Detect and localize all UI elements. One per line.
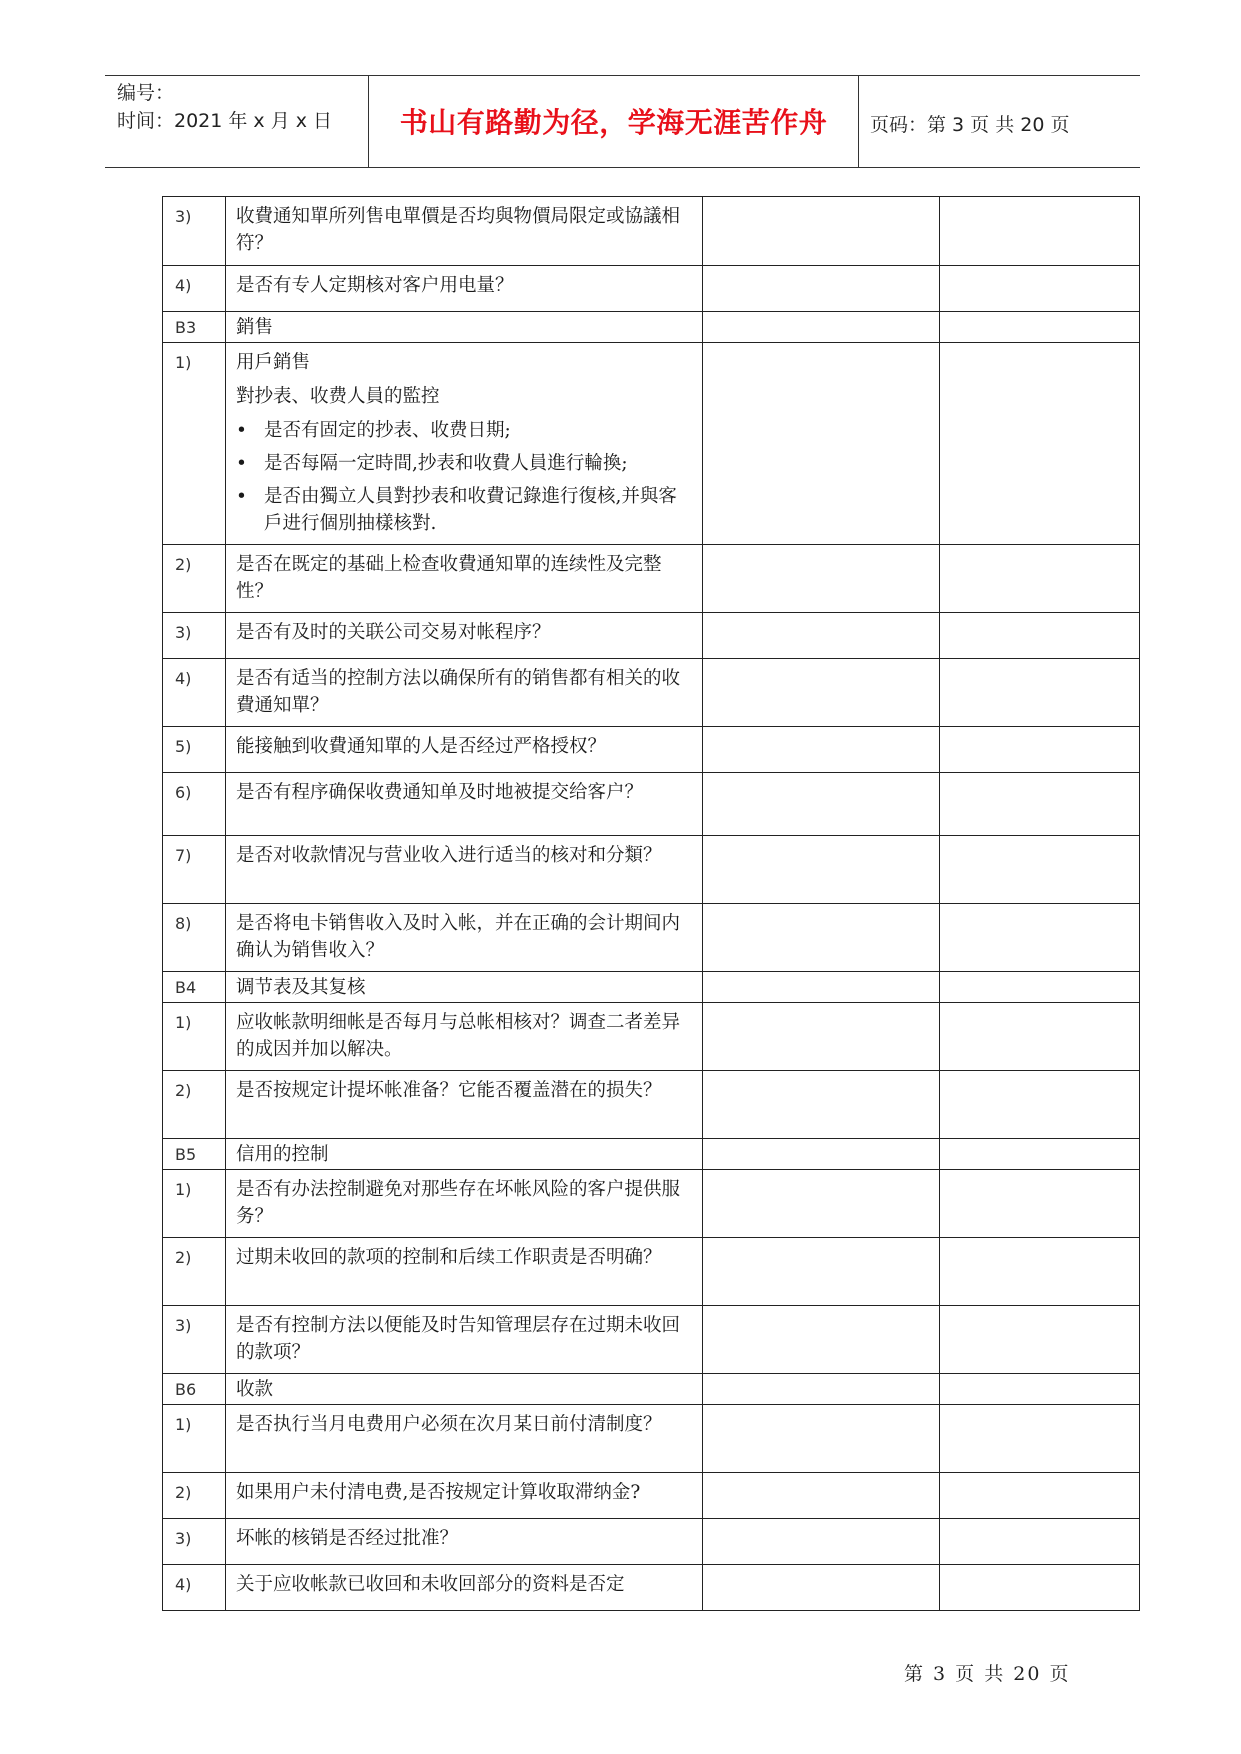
item-question: 是否将电卡销售收入及时入帐，并在正确的会计期间内确认为销售收入？: [226, 904, 703, 972]
table-row: [163, 1306, 1140, 1374]
item-number: 1): [163, 1003, 226, 1071]
remark-cell: [940, 1139, 1140, 1170]
answer-cell: [703, 266, 940, 312]
bullet-text: 是否每隔一定時間,抄表和收費人員進行輪換;: [264, 453, 628, 474]
item-number: 1): [163, 343, 226, 545]
section-row: [163, 1139, 1140, 1170]
table-row: [163, 1405, 1140, 1473]
answer-cell: [703, 972, 940, 1003]
remark-cell: [940, 773, 1140, 836]
item-question: 是否有办法控制避免对那些存在坏帐风险的客户提供服务？: [226, 1170, 703, 1238]
remark-cell: [940, 1238, 1140, 1306]
item-number: 2): [163, 1238, 226, 1306]
answer-cell: [703, 773, 940, 836]
header-meta: [117, 79, 332, 135]
answer-cell: [703, 1565, 940, 1611]
item-question: 是否按规定计提坏帐准备？它能否覆盖潜在的损失？: [226, 1071, 703, 1139]
table-row: [163, 1519, 1140, 1565]
item-number: 4): [163, 659, 226, 727]
item-number: 3): [163, 197, 226, 266]
header-top-rule: [105, 75, 1140, 76]
answer-cell: [703, 312, 940, 343]
remark-cell: [940, 613, 1140, 659]
item-question: 是否有程序确保收费通知单及时地被提交给客户？: [226, 773, 703, 836]
header-bottom-rule: [105, 167, 1140, 168]
bullet-icon: •: [236, 453, 247, 474]
table-row: [163, 545, 1140, 613]
remark-cell: [940, 1306, 1140, 1374]
item-number: 4): [163, 1565, 226, 1611]
section-code: B5: [163, 1139, 226, 1170]
bullet-item: [236, 417, 692, 444]
item-number: 2): [163, 1473, 226, 1519]
item-question: [226, 343, 703, 545]
table-row: [163, 1071, 1140, 1139]
remark-cell: [940, 1170, 1140, 1238]
table-row: [163, 773, 1140, 836]
item-question: 是否有专人定期核对客户用电量？: [226, 266, 703, 312]
section-row: [163, 972, 1140, 1003]
answer-cell: [703, 904, 940, 972]
answer-cell: [703, 1139, 940, 1170]
answer-cell: [703, 197, 940, 266]
answer-cell: [703, 1238, 940, 1306]
answer-cell: [703, 1405, 940, 1473]
header-slogan: 书山有路勤为径，学海无涯苦作舟: [399, 106, 828, 139]
section-row: [163, 1374, 1140, 1405]
remark-cell: [940, 836, 1140, 904]
item-question: 应收帐款明细帐是否每月与总帐相核对？调查二者差异的成因并加以解决。: [226, 1003, 703, 1071]
answer-cell: [703, 1170, 940, 1238]
checklist-table: [162, 196, 1140, 1611]
table-row: [163, 836, 1140, 904]
answer-cell: [703, 613, 940, 659]
answer-cell: [703, 1003, 940, 1071]
remark-cell: [940, 545, 1140, 613]
table-row: [163, 904, 1140, 972]
bullet-text: 是否由獨立人員對抄表和收費记錄進行復核,并與客戶进行個別抽樣核對.: [264, 486, 677, 534]
section-code: B3: [163, 312, 226, 343]
answer-cell: [703, 1374, 940, 1405]
item-question: 过期未收回的款项的控制和后续工作职责是否明确？: [226, 1238, 703, 1306]
section-title: 銷售: [226, 312, 703, 343]
bullet-item: [236, 450, 692, 477]
remark-cell: [940, 1374, 1140, 1405]
table-row: [163, 1473, 1140, 1519]
answer-cell: [703, 545, 940, 613]
remark-cell: [940, 972, 1140, 1003]
table-row: [163, 1238, 1140, 1306]
remark-cell: [940, 727, 1140, 773]
answer-cell: [703, 727, 940, 773]
remark-cell: [940, 197, 1140, 266]
table-row: [163, 197, 1140, 266]
answer-cell: [703, 1306, 940, 1374]
section-code: B6: [163, 1374, 226, 1405]
header-page-info: 页码：第 3 页 共 20 页: [870, 114, 1070, 136]
item-number: 3): [163, 613, 226, 659]
remark-cell: [940, 1003, 1140, 1071]
time-label: 时间：2021 年 x 月 x 日: [117, 110, 333, 132]
table-row: [163, 613, 1140, 659]
answer-cell: [703, 343, 940, 545]
code-label: 编号：: [117, 82, 175, 104]
item-question: 坏帐的核销是否经过批准？: [226, 1519, 703, 1565]
bullet-icon: •: [236, 420, 247, 441]
remark-cell: [940, 1565, 1140, 1611]
table-row: [163, 266, 1140, 312]
remark-cell: [940, 1473, 1140, 1519]
item-number: 4): [163, 266, 226, 312]
item-number: 2): [163, 545, 226, 613]
section-title: 收款: [226, 1374, 703, 1405]
section-code: B4: [163, 972, 226, 1003]
item-number: 2): [163, 1071, 226, 1139]
item-question: 如果用户未付清电费,是否按规定计算收取滞纳金?: [226, 1473, 703, 1519]
item-number: 5): [163, 727, 226, 773]
item-subtitle: 用戶銷售: [236, 352, 311, 373]
bullet-text: 是否有固定的抄表、收费日期;: [264, 420, 511, 441]
item-number: 8): [163, 904, 226, 972]
remark-cell: [940, 1519, 1140, 1565]
bullet-icon: •: [236, 486, 247, 507]
item-number: 7): [163, 836, 226, 904]
item-question: 是否对收款情况与营业收入进行适当的核对和分類？: [226, 836, 703, 904]
table-row: [163, 1170, 1140, 1238]
table-row: [163, 343, 1140, 545]
remark-cell: [940, 1405, 1140, 1473]
item-question: 是否有控制方法以便能及时告知管理层存在过期未收回的款项？: [226, 1306, 703, 1374]
item-number: 3): [163, 1306, 226, 1374]
table-row: [163, 1565, 1140, 1611]
item-question: 收費通知單所列售电單價是否均與物價局限定或協議相符？: [226, 197, 703, 266]
table-row: [163, 1003, 1140, 1071]
answer-cell: [703, 659, 940, 727]
remark-cell: [940, 659, 1140, 727]
answer-cell: [703, 1071, 940, 1139]
remark-cell: [940, 312, 1140, 343]
remark-cell: [940, 904, 1140, 972]
remark-cell: [940, 1071, 1140, 1139]
header-divider-left: [368, 75, 369, 167]
item-subtitle: 對抄表、收费人員的監控: [236, 386, 440, 407]
table-row: [163, 727, 1140, 773]
section-row: [163, 312, 1140, 343]
item-question: 是否在既定的基础上检查收費通知單的连续性及完整性？: [226, 545, 703, 613]
item-question: 能接触到收費通知單的人是否经过严格授权？: [226, 727, 703, 773]
section-title: 信用的控制: [226, 1139, 703, 1170]
table-row: [163, 659, 1140, 727]
section-title: 调节表及其复核: [226, 972, 703, 1003]
item-question: 关于应收帐款已收回和未收回部分的资料是否定: [226, 1565, 703, 1611]
item-number: 1): [163, 1405, 226, 1473]
item-number: 6): [163, 773, 226, 836]
item-question: 是否执行当月电费用户必须在次月某日前付清制度？: [226, 1405, 703, 1473]
item-number: 3): [163, 1519, 226, 1565]
item-number: 1): [163, 1170, 226, 1238]
remark-cell: [940, 266, 1140, 312]
answer-cell: [703, 836, 940, 904]
header-divider-right: [858, 75, 859, 167]
remark-cell: [940, 343, 1140, 545]
answer-cell: [703, 1519, 940, 1565]
bullet-item: [236, 483, 692, 537]
item-question: 是否有及时的关联公司交易对帐程序？: [226, 613, 703, 659]
item-question: 是否有适当的控制方法以确保所有的销售都有相关的收費通知單？: [226, 659, 703, 727]
page-footer: 第 3 页 共 20 页: [904, 1663, 1071, 1685]
answer-cell: [703, 1473, 940, 1519]
